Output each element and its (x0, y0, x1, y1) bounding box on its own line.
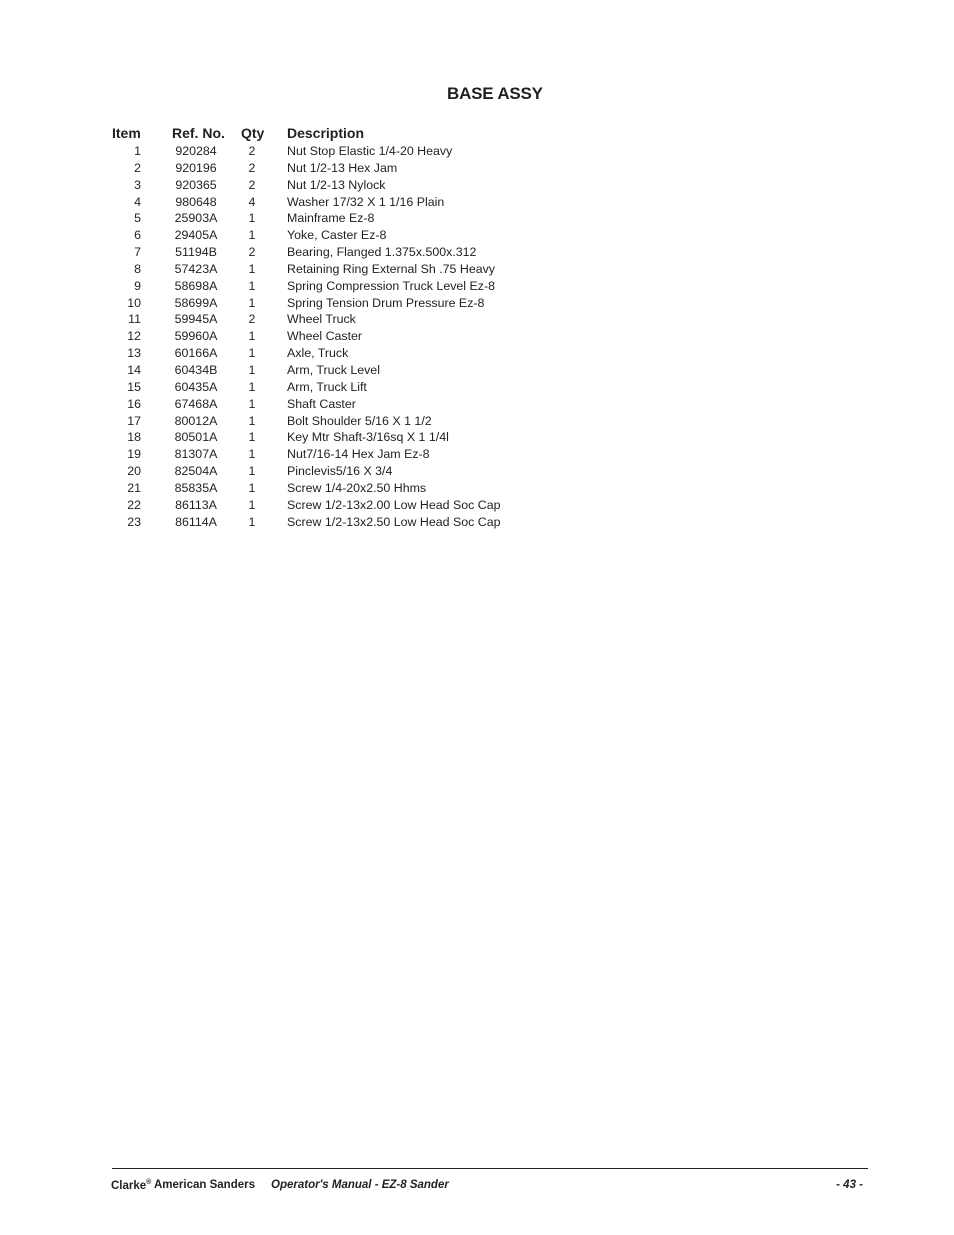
cell-qty: 4 (248, 194, 256, 209)
table-row (0, 429, 954, 446)
header-ref-no: Ref. No. (172, 125, 225, 141)
cell-ref-no: 58698A (174, 278, 218, 293)
cell-description: Bolt Shoulder 5/16 X 1 1/2 (287, 413, 432, 428)
cell-qty: 1 (248, 278, 256, 293)
cell-qty: 1 (248, 295, 256, 310)
cell-description: Pinclevis5/16 X 3/4 (287, 464, 393, 479)
cell-ref-no: 86114A (175, 514, 217, 529)
cell-item: 12 (127, 329, 141, 344)
footer-divider (112, 1168, 868, 1169)
cell-ref-no: 80501A (174, 430, 218, 445)
cell-ref-no: 29405A (174, 228, 218, 243)
table-header (0, 125, 954, 143)
cell-description: Screw 1/2-13x2.00 Low Head Soc Cap (287, 497, 501, 512)
cell-ref-no: 60435A (174, 379, 218, 394)
table-row (0, 328, 954, 345)
table-row (0, 177, 954, 194)
cell-ref-no: 57423A (174, 261, 218, 276)
cell-ref-no: 81307A (174, 447, 218, 462)
cell-description: Arm, Truck Level (287, 362, 380, 377)
cell-description: Wheel Truck (287, 312, 356, 327)
cell-item: 19 (127, 447, 141, 462)
cell-qty: 2 (248, 144, 256, 158)
cell-description: Screw 1/2-13x2.50 Low Head Soc Cap (287, 514, 501, 529)
cell-description: Axle, Truck (287, 346, 349, 361)
table-row (0, 514, 954, 531)
cell-item: 18 (127, 430, 141, 445)
cell-qty: 2 (248, 245, 256, 260)
cell-qty: 1 (248, 362, 256, 377)
cell-item: 14 (127, 362, 141, 377)
cell-description: Yoke, Caster Ez-8 (287, 228, 387, 243)
cell-item: 15 (127, 379, 141, 394)
cell-item: 21 (127, 480, 141, 495)
cell-description: Nut Stop Elastic 1/4-20 Heavy (287, 144, 453, 158)
table-row (0, 160, 954, 177)
registered-mark: ® (146, 1179, 152, 1186)
cell-ref-no: 80012A (174, 413, 218, 428)
cell-item: 13 (127, 346, 141, 361)
cell-ref-no: 60166A (174, 346, 218, 361)
parts-table (0, 125, 954, 530)
cell-qty: 2 (248, 160, 256, 175)
table-row (0, 413, 954, 430)
cell-ref-no: 980648 (175, 194, 217, 209)
cell-qty: 1 (248, 464, 256, 479)
cell-description: Nut 1/2-13 Hex Jam (287, 160, 398, 175)
page-footer (111, 1179, 863, 1195)
cell-description: Wheel Caster (287, 329, 363, 344)
cell-ref-no: 920196 (175, 160, 217, 175)
cell-qty: 1 (248, 430, 256, 445)
cell-item: 10 (127, 295, 141, 310)
table-row (0, 278, 954, 295)
table-row (0, 194, 954, 211)
cell-item: 20 (127, 464, 141, 479)
cell-description: Nut 1/2-13 Nylock (287, 177, 386, 192)
cell-ref-no: 67468A (174, 396, 218, 411)
cell-qty: 1 (248, 480, 256, 495)
cell-description: Arm, Truck Lift (287, 379, 367, 394)
cell-item: 5 (134, 211, 141, 226)
page-title: BASE ASSY (447, 84, 543, 103)
header-item: Item (112, 125, 141, 141)
table-row (0, 446, 954, 463)
table-row (0, 463, 954, 480)
cell-qty: 1 (248, 514, 256, 529)
footer-manual-title: Operator's Manual - EZ-8 Sander (271, 1179, 449, 1191)
cell-ref-no: 85835A (174, 480, 218, 495)
cell-item: 7 (134, 245, 141, 260)
cell-item: 6 (134, 228, 141, 243)
cell-ref-no: 86113A (175, 497, 217, 512)
table-row (0, 362, 954, 379)
cell-ref-no: 920284 (175, 144, 217, 158)
cell-description: Shaft Caster (287, 396, 356, 411)
cell-description: Retaining Ring External Sh .75 Heavy (287, 261, 496, 276)
cell-ref-no: 920365 (175, 177, 217, 192)
table-row (0, 497, 954, 514)
cell-qty: 2 (248, 177, 256, 192)
cell-qty: 1 (248, 228, 256, 243)
cell-ref-no: 58699A (174, 295, 218, 310)
cell-qty: 1 (248, 379, 256, 394)
cell-qty: 2 (248, 312, 256, 327)
cell-description: Spring Compression Truck Level Ez-8 (287, 278, 495, 293)
cell-description: Nut7/16-14 Hex Jam Ez-8 (287, 447, 430, 462)
footer-brand (111, 1179, 151, 1192)
table-row (0, 244, 954, 261)
table-row (0, 480, 954, 497)
cell-item: 17 (127, 413, 141, 428)
cell-qty: 1 (248, 497, 256, 512)
footer-company: American Sanders (154, 1179, 255, 1191)
cell-qty: 1 (248, 346, 256, 361)
table-row (0, 379, 954, 396)
cell-description: Washer 17/32 X 1 1/16 Plain (287, 194, 445, 209)
cell-ref-no: 51194B (175, 245, 217, 260)
cell-ref-no: 59945A (174, 312, 218, 327)
cell-ref-no: 59960A (174, 329, 218, 344)
header-qty: Qty (241, 125, 265, 141)
cell-ref-no: 25903A (174, 211, 218, 226)
cell-item: 23 (127, 514, 141, 529)
cell-qty: 1 (248, 413, 256, 428)
table-row (0, 345, 954, 362)
table-row (0, 311, 954, 328)
cell-item: 3 (134, 177, 141, 192)
cell-item: 16 (127, 396, 141, 411)
cell-item: 22 (127, 497, 141, 512)
cell-qty: 1 (248, 261, 256, 276)
cell-description: Screw 1/4-20x2.50 Hhms (287, 480, 427, 495)
cell-qty: 1 (248, 447, 256, 462)
cell-ref-no: 60434B (174, 362, 218, 377)
table-row (0, 295, 954, 312)
cell-item: 2 (134, 160, 141, 175)
table-row (0, 227, 954, 244)
cell-qty: 1 (248, 396, 256, 411)
cell-item: 9 (134, 278, 141, 293)
cell-item: 1 (134, 144, 141, 158)
table-row (0, 143, 954, 160)
cell-description: Spring Tension Drum Pressure Ez-8 (287, 295, 485, 310)
cell-description: Key Mtr Shaft-3/16sq X 1 1/4l (287, 430, 449, 445)
footer-brand-name: Clarke (111, 1180, 147, 1192)
header-description: Description (287, 125, 365, 141)
table-row (0, 396, 954, 413)
cell-item: 11 (128, 312, 141, 327)
table-row (0, 261, 954, 278)
page-number: - 43 - (836, 1179, 863, 1191)
cell-description: Mainframe Ez-8 (287, 211, 375, 226)
table-row (0, 210, 954, 227)
cell-description: Bearing, Flanged 1.375x.500x.312 (287, 245, 477, 260)
cell-ref-no: 82504A (174, 464, 218, 479)
cell-item: 4 (134, 194, 141, 209)
cell-item: 8 (134, 261, 141, 276)
cell-qty: 1 (248, 211, 256, 226)
cell-qty: 1 (248, 329, 256, 344)
